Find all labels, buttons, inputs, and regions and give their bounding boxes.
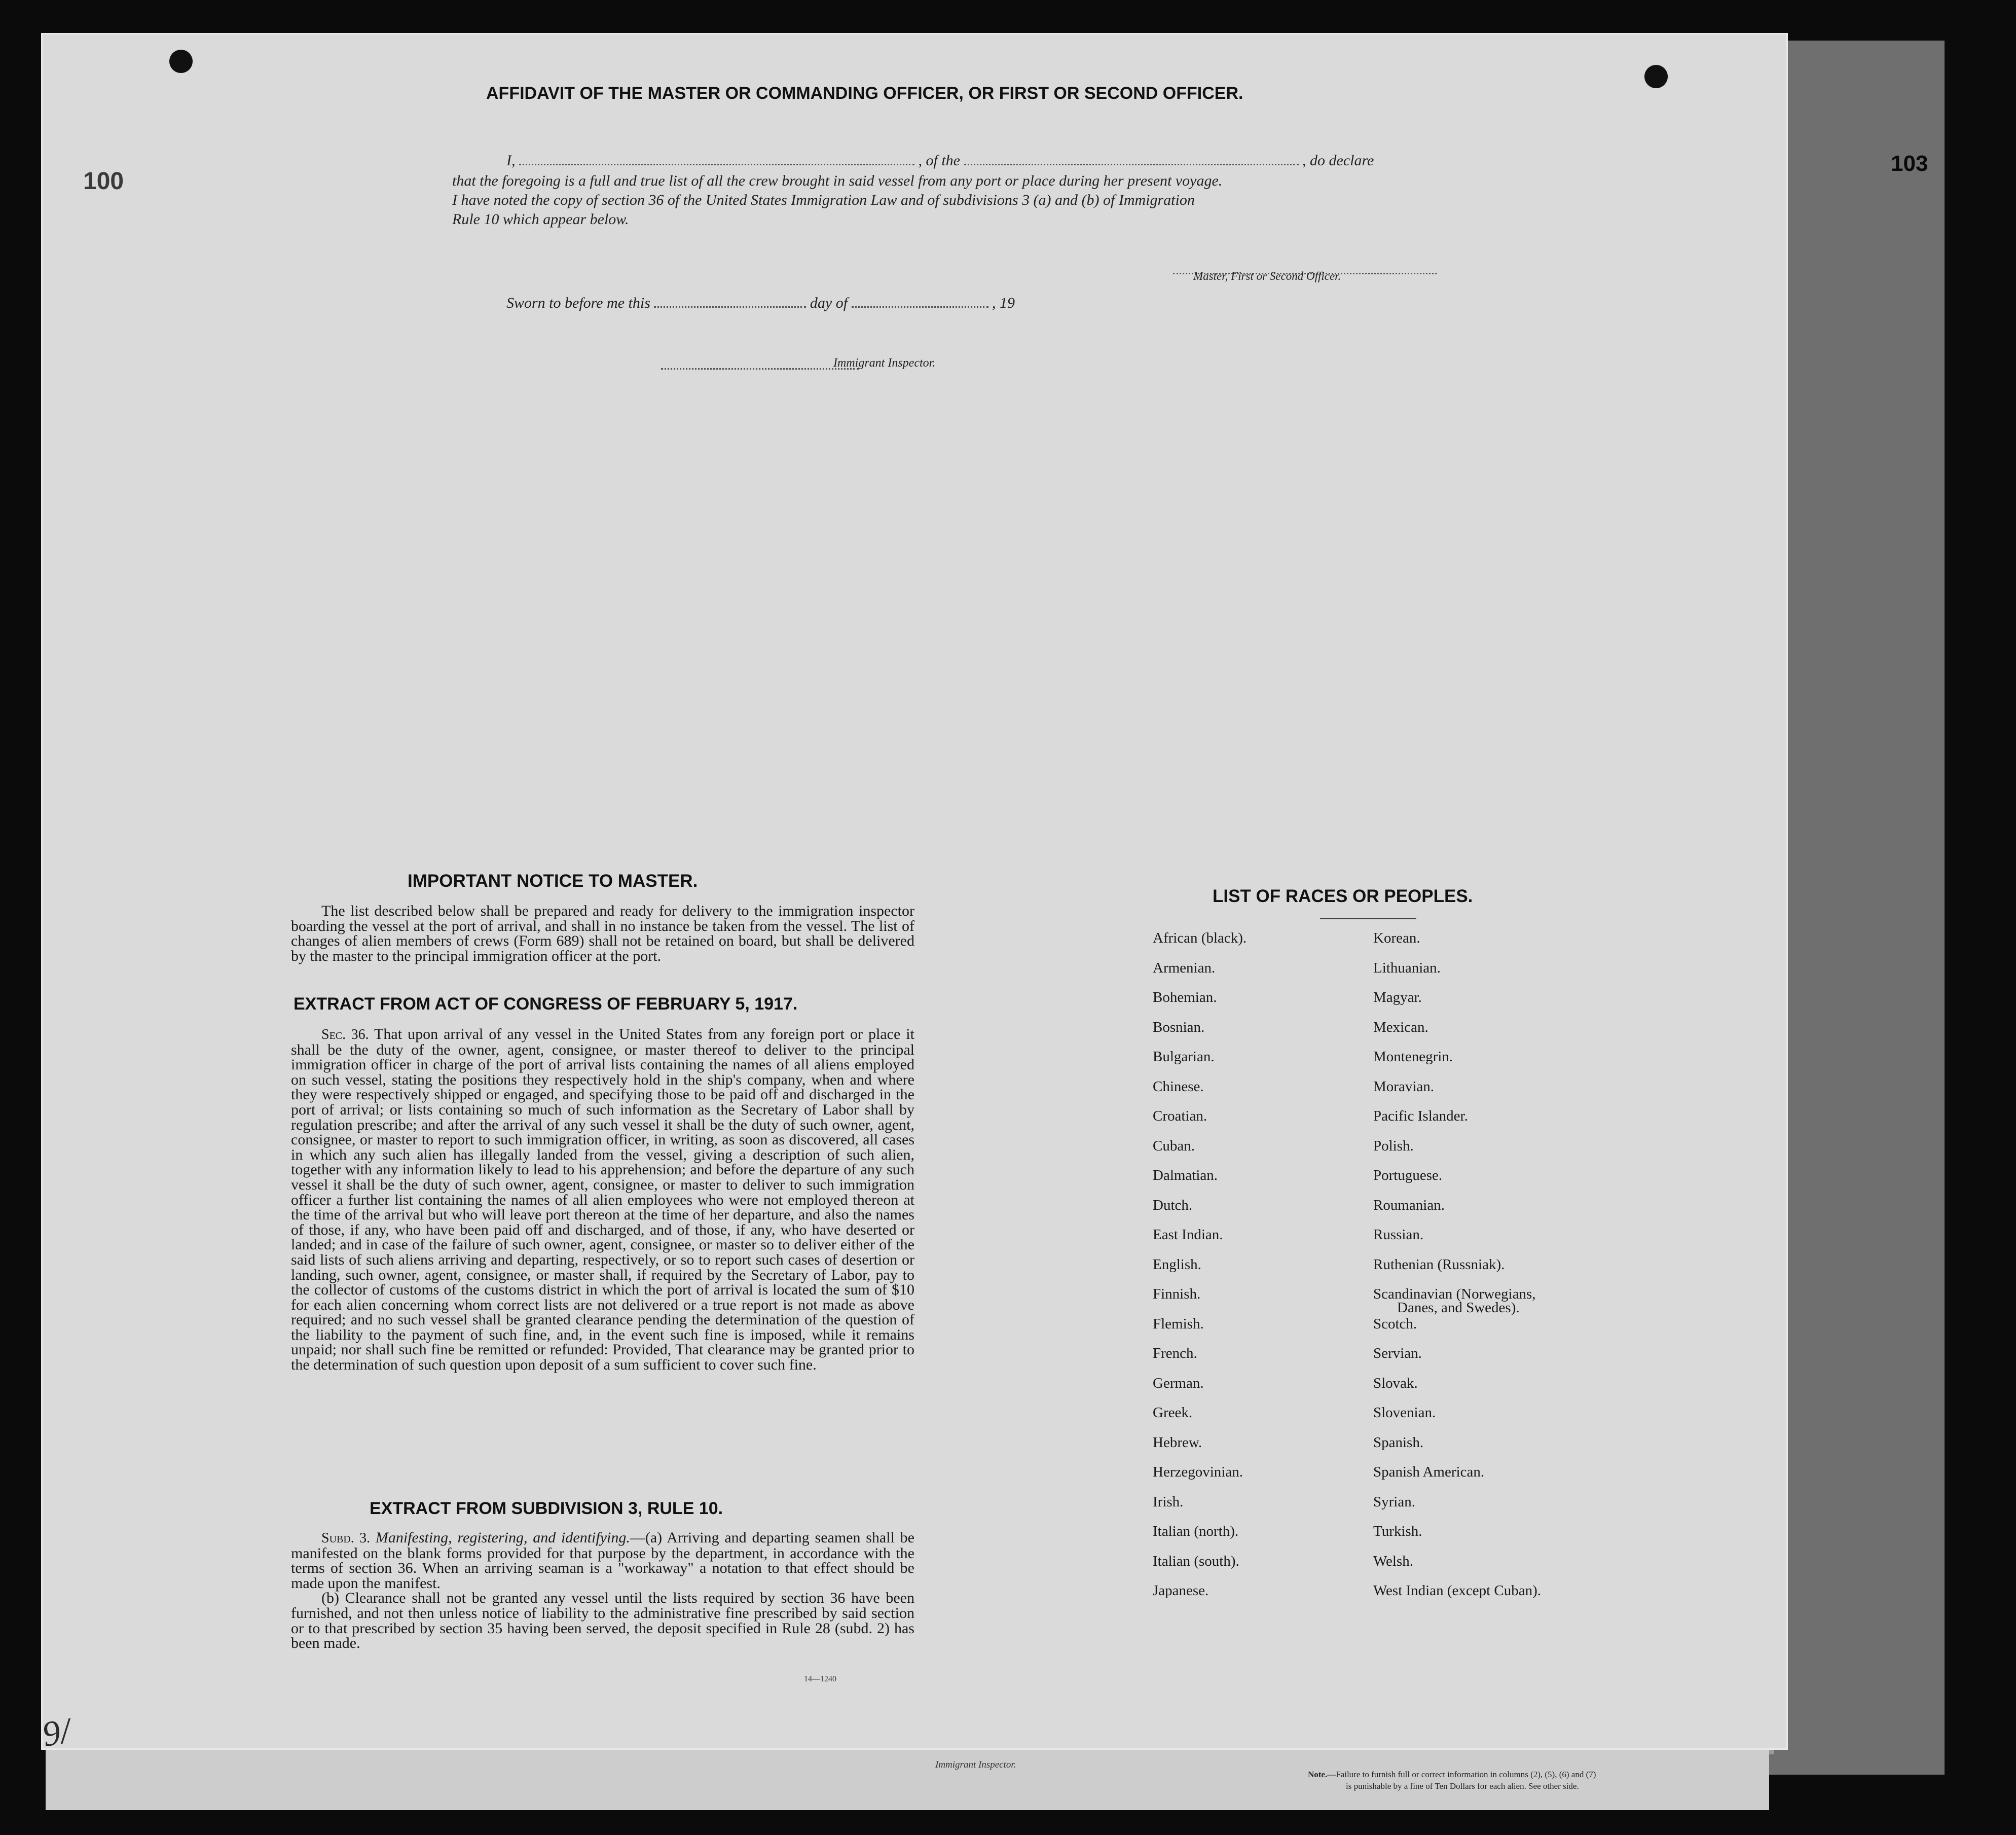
race-item: African (black). <box>1153 930 1247 946</box>
race-item: Cuban. <box>1153 1137 1195 1154</box>
margin-number: 100 <box>83 168 124 195</box>
race-item: Portuguese. <box>1373 1167 1443 1183</box>
signature-label: Master, First or Second Officer. <box>1193 270 1341 282</box>
race-item: Montenegrin. <box>1373 1049 1453 1065</box>
race-item: Hebrew. <box>1153 1434 1202 1451</box>
act-extract-paragraph: That upon arrival of any vessel in the United States from any foreign port or place it shall be the duty of the owner, agent, consignee, or master thereof to deliver to the principal immigration officer in charge of the port of arrival lists containing the names of all aliens employed on such vessel, stating the positions they respectively hold in the ship's company, when and where they were respectively shipped or engaged, and specifying those to be paid off and discharged in the port of arrival; or lists containing so much of such information as the Secretary of Labor shall by regulation prescribe; and after the arrival of any such vessel it shall be the duty of such owner, agent, consignee, or master to report to such immigration officer, in writing, as soon as discovered, all cases in which any such alien has illegally landed from the vessel, giving a description of such alien, together with any information likely to lead to his apprehension; and before the departure of any such vessel it shall be the duty of such owner, agent, consignee, or master to deliver to such immigration officer a further list containing the names of all alien employees who were not employed thereon at the time of the arrival but who will leave port thereon at the time of her departure, and also the names of those, if any, who have been paid off and discharged, and of those, if any, who have deserted or landed; and in case of the failure of such owner, agent, consignee, or master so to deliver either of the said lists of such aliens arriving and departing, respectively, or so to report such cases of desertion or landing, such owner, agent, consignee, or master shall, if required by the Secretary of Labor, pay to the collector of customs of the customs district in which the port of arrival is located the sum of $10 for each alien concerning whom correct lists are not delivered or a true report is not made as above required; and no such vessel shall be granted clearance pending the determination of the question of the liability to the payment of such fine, and, in the event such fine is imposed, while it remains unpaid; nor shall such fine be remitted or refunded: Provided, That clearance may be granted prior to the determination of such question upon deposit of a sum sufficient to cover such fine. <box>291 1026 914 1374</box>
rule-text-a: —(a) Arriving and departing seamen shall be manifested on the blank forms provided for that purpose by the department, in accordance with the terms of section 36. When an arriving seaman is a "workaway" a notation to that effect should be made upon the manifest. <box>291 1529 914 1592</box>
race-item: Lithuanian. <box>1373 959 1441 976</box>
form-number: 14—1240 <box>804 1675 836 1683</box>
affidavit-i-label: I, <box>506 152 516 169</box>
race-item: Bulgarian. <box>1153 1049 1215 1065</box>
affidavit-line1 <box>506 152 1470 169</box>
race-item: Finnish. <box>1153 1286 1201 1302</box>
sec-label: Sec. 36. <box>321 1027 369 1042</box>
race-item: French. <box>1153 1345 1197 1361</box>
notice-paragraph: The list described below shall be prepared and ready for delivery to the immigration inspector boarding the vessel at the port of arrival, and shall in no instance be taken from the vessel. The list of changes of alien members of crews (Form 689) shall not be retained on board, but shall be delivered by the master to the principal immigration officer at the port. <box>291 903 914 964</box>
vessel-field[interactable] <box>964 164 1299 165</box>
name-field[interactable] <box>519 164 914 165</box>
page-number: 103 <box>1891 151 1928 176</box>
race-item: Slovak. <box>1373 1375 1418 1391</box>
act-extract-title: EXTRACT FROM ACT OF CONGRESS OF FEBRUARY 5, 1917. <box>294 994 798 1014</box>
race-item: Japanese. <box>1153 1582 1209 1599</box>
race-item: Ruthenian (Russniak). <box>1373 1256 1505 1273</box>
race-item: Moravian. <box>1373 1078 1434 1095</box>
race-item: Slovenian. <box>1373 1405 1436 1421</box>
races-title-underline <box>1320 918 1416 919</box>
race-item: Syrian. <box>1373 1493 1415 1510</box>
rule-text-b: (b) Clearance shall not be granted any vessel until the lists required by section 36 have been furnished, and not then unless notice of liability to the administrative fine prescribed by said section or to that prescribed by section 35 having been served, the deposit specified in Rule 28 (subd. 2) has been made. <box>291 1590 914 1652</box>
handwritten-mark: 9/ <box>39 1711 74 1755</box>
race-item: Dalmatian. <box>1153 1167 1218 1183</box>
note-text-1: —Failure to furnish full or correct information in columns (2), (5), (6) and (7) <box>1327 1770 1596 1779</box>
race-item: Dutch. <box>1153 1197 1193 1213</box>
rule-extract-title: EXTRACT FROM SUBDIVISION 3, RULE 10. <box>370 1499 723 1518</box>
race-item: Italian (south). <box>1153 1553 1239 1569</box>
race-item: Mexican. <box>1373 1019 1428 1035</box>
race-item: Herzegovinian. <box>1153 1464 1243 1480</box>
race-item: Pacific Islander. <box>1373 1108 1468 1124</box>
year-label: , 19 <box>992 295 1015 311</box>
race-item: Flemish. <box>1153 1315 1204 1332</box>
race-item: English. <box>1153 1256 1201 1273</box>
race-item: Spanish American. <box>1373 1464 1485 1480</box>
affidavit-line2: that the foregoing is a full and true list of all the crew brought in said vessel from any port or place during her present voyage. <box>452 172 1223 189</box>
affidavit-of-the-label: , of the <box>918 152 960 169</box>
race-item: Bosnian. <box>1153 1019 1205 1035</box>
affidavit-line3: I have noted the copy of section 36 of the United States Immigration Law and of subdivisions 3 (a) and (b) of Immigration <box>452 192 1195 208</box>
inspector-signature-line[interactable] <box>661 368 859 370</box>
race-item: Roumanian. <box>1373 1197 1445 1213</box>
notice-title: IMPORTANT NOTICE TO MASTER. <box>408 871 698 891</box>
sworn-month-field[interactable] <box>852 306 988 308</box>
bottom-inspector-label: Immigrant Inspector. <box>935 1759 1016 1770</box>
inspector-label: Immigrant Inspector. <box>833 356 936 370</box>
race-item: Polish. <box>1373 1137 1414 1154</box>
race-item: Magyar. <box>1373 989 1422 1005</box>
race-item: Scandinavian (Norwegians, <box>1373 1286 1536 1302</box>
race-item: West Indian (except Cuban). <box>1373 1582 1542 1599</box>
race-item: East Indian. <box>1153 1227 1223 1243</box>
race-item: Welsh. <box>1373 1553 1414 1569</box>
races-title: LIST OF RACES OR PEOPLES. <box>1213 886 1473 906</box>
race-item: Greek. <box>1153 1405 1193 1421</box>
race-item: German. <box>1153 1375 1204 1391</box>
sworn-label: Sworn to before me this <box>506 295 650 311</box>
binder-hole <box>1644 65 1668 88</box>
sworn-line <box>506 295 1015 312</box>
race-item: Russian. <box>1373 1227 1424 1243</box>
rule-heading: Manifesting, registering, and identifying. <box>375 1529 630 1546</box>
binder-hole <box>169 50 193 73</box>
race-item: Chinese. <box>1153 1078 1204 1095</box>
race-item: Servian. <box>1373 1345 1422 1361</box>
race-item: Armenian. <box>1153 959 1216 976</box>
note-label: Note. <box>1308 1770 1328 1779</box>
race-item: Bohemian. <box>1153 989 1217 1005</box>
race-item: Irish. <box>1153 1493 1184 1510</box>
race-item: Italian (north). <box>1153 1523 1239 1539</box>
rule-extract-text <box>291 1530 914 1651</box>
act-extract-text <box>291 1027 914 1373</box>
document-page <box>39 34 1786 1755</box>
race-item: Scotch. <box>1373 1315 1417 1332</box>
subd-label: Subd. 3. <box>321 1530 371 1546</box>
sworn-day-field[interactable] <box>654 306 806 308</box>
race-item: Turkish. <box>1373 1523 1422 1539</box>
affidavit-line4: Rule 10 which appear below. <box>452 211 629 228</box>
race-item: Korean. <box>1373 930 1420 946</box>
affidavit-title: AFFIDAVIT OF THE MASTER OR COMMANDING OFFICER, OR FIRST OR SECOND OFFICER. <box>486 84 1243 103</box>
affidavit-do-declare-label: , do declare <box>1302 152 1374 169</box>
bottom-note-line2: is punishable by a fine of Ten Dollars for each alien. See other side. <box>1346 1781 1579 1791</box>
race-item: Spanish. <box>1373 1434 1424 1451</box>
notice-text <box>291 904 914 963</box>
day-of-label: day of <box>810 295 848 311</box>
race-item: Croatian. <box>1153 1108 1207 1124</box>
bottom-note-line1 <box>1308 1770 1596 1780</box>
race-item-continuation: Danes, and Swedes). <box>1397 1300 1520 1316</box>
